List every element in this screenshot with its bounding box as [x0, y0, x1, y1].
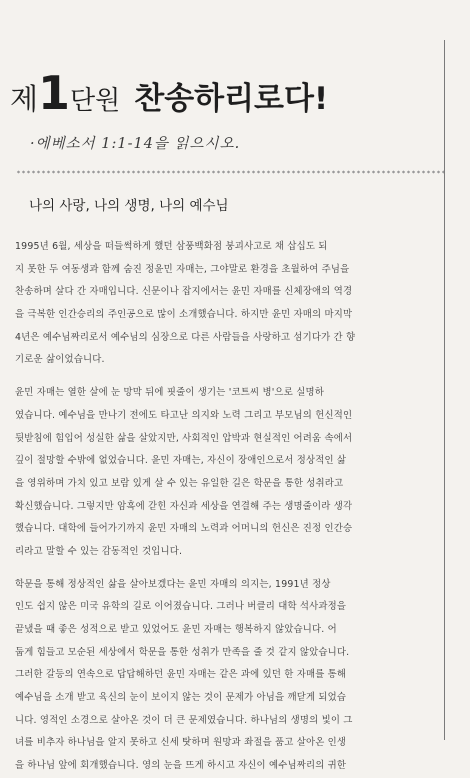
unit-header [10, 66, 329, 120]
section-subheading: 나의 사랑, 나의 생명, 나의 예수님 [29, 198, 229, 214]
body-text [15, 236, 439, 778]
unit-prefix: 제 [10, 82, 39, 116]
text-line: 4년은 예수님짜리로서 예수님의 심장으로 다른 사람들을 사랑하고 섬기다가 간 향 [15, 331, 356, 343]
margin-rule [444, 40, 445, 740]
text-line: 1995년 6월, 세상을 떠들썩하게 했던 삼풍백화점 붕괴사고로 채 삽십도 되 [15, 241, 328, 252]
text-line: 뒷받침에 힘입어 성실한 삶을 살았지만, 사회적인 압박과 현실적인 어려움 속에서 [15, 432, 353, 444]
text-line: 했습니다. 대학에 들어가기까지 윤민 자매의 노력과 어머니의 헌신은 진정 인간승 [15, 523, 353, 535]
text-line: 니다. 영적인 소경으로 살아온 것이 더 큰 문제였습니다. 하나님의 생명의 빛이 그 [15, 714, 353, 726]
text-line: 녀를 비추자 하나님을 알지 못하고 신세 탓하며 원망과 좌절을 품고 살아온 인생 [15, 737, 347, 749]
text-line: 찬송하며 살다 간 자매입니다. 신문이나 잡지에서는 윤민 자매를 신체장애의 역경 [15, 286, 353, 298]
text-line: 확신했습니다. 그렇지만 암흑에 갇힌 자신과 세상을 연결해 주는 생명줄이라 생각 [15, 500, 353, 512]
text-line: 예수님을 소개 받고 육신의 눈이 보이지 않는 것이 문제가 아님을 깨닫게 되었습 [15, 692, 347, 704]
unit-suffix: 단원 [70, 86, 121, 116]
text-line: 기로운 삶이었습니다. [15, 354, 105, 366]
text-line: 깊이 절망할 수밖에 없었습니다. 윤민 자매는, 자신이 장애인으로서 정상적인 삶 [15, 455, 347, 467]
paragraph [15, 574, 439, 778]
text-line: 학문을 통해 정상적인 삶을 살아보겠다는 윤민 자매의 의지는, 1991년 정상 [15, 578, 331, 590]
text-line: 을 하나님 앞에 회개했습니다. 영의 눈을 뜨게 하시고 자신이 예수님짜리의 귀한 [15, 760, 347, 772]
dotted-divider [16, 170, 444, 174]
text-line: 을 극복한 인간승리의 주인공으로 많이 소개했습니다. 하지만 윤민 자매의 마지막 [15, 309, 353, 321]
unit-title: 찬송하리로다! [134, 81, 329, 117]
text-line: 인도 쉽지 않은 미국 유학의 길로 이어졌습니다. 그러나 버클리 대학 석사과정을 [15, 601, 347, 613]
reading-instruction: ·에베소서 1:1-14을 읽으시오. [30, 136, 241, 152]
text-line: 끝냈을 때 좋은 성적으로 받고 있었어도 윤민 자매는 행복하지 않았습니다. 어 [15, 624, 337, 635]
text-line: 둡게 힘들고 모순된 세상에서 학문을 통한 성취가 만족을 줄 것 같지 않았습니다. [15, 646, 350, 658]
unit-number: 1 [38, 66, 71, 120]
text-line: 을 영위하며 가치 있고 보람 있게 살 수 있는 유일한 길은 학문을 통한 성취라고 [15, 477, 344, 489]
text-line: 지 못한 두 여동생과 함께 숨진 정윤민 자매는, 그야말로 환경을 초월하여 주님을 [15, 263, 350, 275]
text-line: 였습니다. 예수님을 만나기 전에도 타고난 의지와 노력 그리고 부모님의 헌신적인 [15, 409, 353, 421]
text-line: 리라고 말할 수 있는 감동적인 것입니다. [15, 545, 183, 557]
paragraph [15, 236, 439, 372]
paragraph [15, 382, 439, 564]
text-line: 그러한 갈등의 연속으로 답답해하던 윤민 자매는 같은 과에 있던 한 자매를 통해 [15, 669, 347, 681]
text-line: 윤민 자매는 열한 살에 눈 망막 뒤에 핏줄이 생기는 '코트씨 병'으로 실명하 [15, 387, 324, 399]
